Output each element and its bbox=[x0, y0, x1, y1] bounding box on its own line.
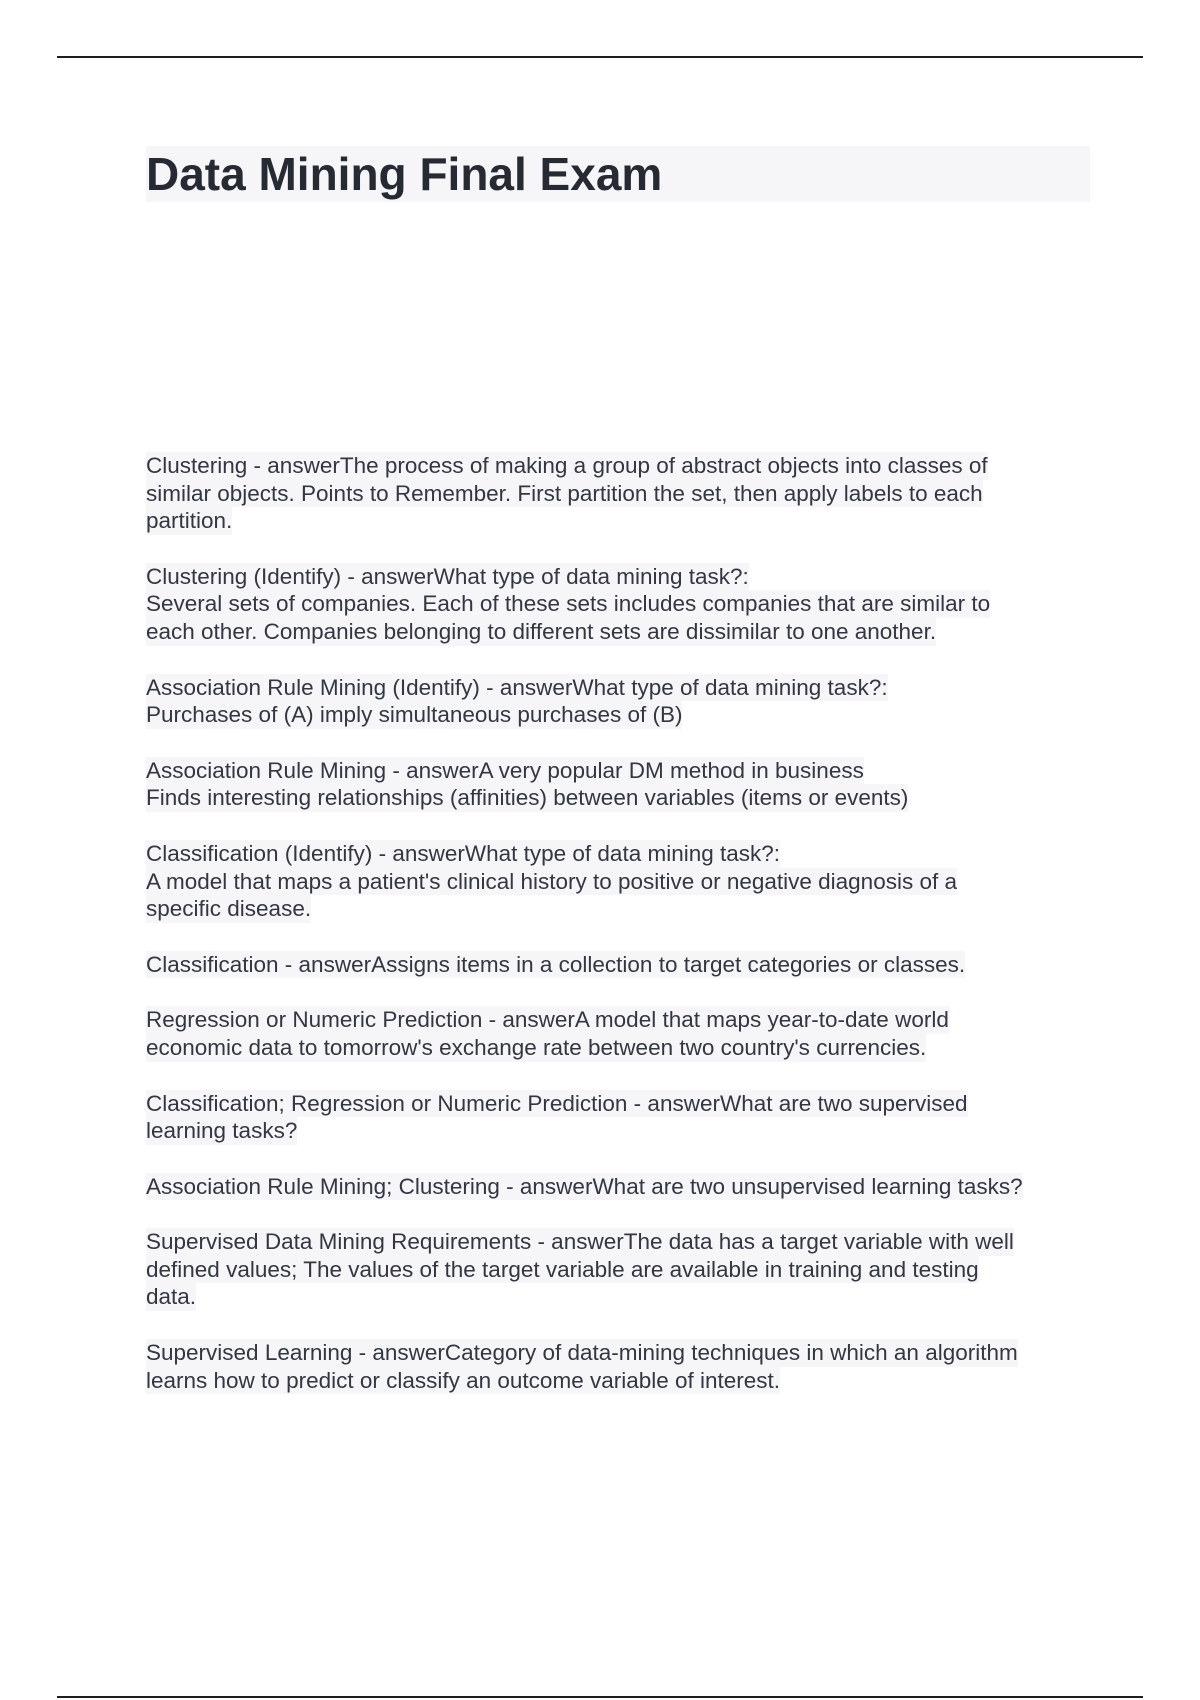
flashcard-entry bbox=[146, 674, 1090, 729]
entry-text-line: Supervised Learning - answerCategory of data-mining techniques in which an algorithm bbox=[146, 1340, 1018, 1366]
bottom-rule bbox=[57, 1696, 1143, 1698]
flashcard-entry bbox=[146, 563, 1090, 646]
entry-text-line: learning tasks? bbox=[146, 1118, 298, 1144]
entry-text-line: Association Rule Mining; Clustering - answerWhat are two unsupervised learning tasks? bbox=[146, 1173, 1023, 1199]
entry-text-line: Classification - answerAssigns items in a collection to target categories or classes. bbox=[146, 951, 966, 977]
top-rule bbox=[57, 56, 1143, 58]
flashcard-list bbox=[146, 452, 1090, 1422]
entry-text-line: Clustering - answerThe process of making a group of abstract objects into classes of bbox=[146, 453, 988, 478]
entry-text-line: Classification (Identify) - answerWhat type of data mining task?: bbox=[146, 840, 781, 866]
flashcard-entry bbox=[146, 1228, 1090, 1311]
entry-text-line: data. bbox=[146, 1284, 197, 1310]
entry-text-line: each other. Companies belonging to different sets are dissimilar to one another. bbox=[146, 618, 937, 644]
entry-text-line: Purchases of (A) imply simultaneous purchases of (B) bbox=[146, 702, 683, 728]
entry-text-line: Several sets of companies. Each of these sets includes companies that are similar to bbox=[146, 591, 991, 617]
entry-text-line: partition. bbox=[146, 508, 233, 534]
flashcard-entry bbox=[146, 1173, 1090, 1201]
entry-text-line: Regression or Numeric Prediction - answerA model that maps year-to-date world bbox=[146, 1007, 949, 1033]
flashcard-entry bbox=[146, 452, 1090, 535]
flashcard-entry bbox=[146, 1090, 1090, 1145]
entry-text-line: specific disease. bbox=[146, 896, 312, 922]
entry-text-line: similar objects. Points to Remember. First partition the set, then apply labels to each bbox=[146, 480, 983, 506]
page-title: Data Mining Final Exam bbox=[146, 148, 663, 200]
entry-text-line: Finds interesting relationships (affinities) between variables (items or events) bbox=[146, 785, 909, 811]
entry-text-line: learns how to predict or classify an outcome variable of interest. bbox=[146, 1367, 781, 1393]
entry-text-line: Classification; Regression or Numeric Prediction - answerWhat are two supervised bbox=[146, 1090, 968, 1116]
entry-text-line: A model that maps a patient's clinical history to positive or negative diagnosis of a bbox=[146, 868, 957, 894]
flashcard-entry bbox=[146, 951, 1090, 979]
flashcard-entry bbox=[146, 757, 1090, 812]
flashcard-entry bbox=[146, 1006, 1090, 1061]
entry-text-line: Clustering (Identify) - answerWhat type of data mining task?: bbox=[146, 563, 749, 589]
entry-text-line: defined values; The values of the target variable are available in training and testing bbox=[146, 1256, 979, 1282]
entry-text-line: economic data to tomorrow's exchange rate between two country's currencies. bbox=[146, 1034, 927, 1060]
flashcard-entry bbox=[146, 840, 1090, 923]
entry-text-line: Supervised Data Mining Requirements - answerThe data has a target variable with well bbox=[146, 1229, 1014, 1255]
entry-text-line: Association Rule Mining - answerA very popular DM method in business bbox=[146, 757, 864, 783]
entry-text-line: Association Rule Mining (Identify) - answerWhat type of data mining task?: bbox=[146, 674, 888, 700]
flashcard-entry bbox=[146, 1339, 1090, 1394]
